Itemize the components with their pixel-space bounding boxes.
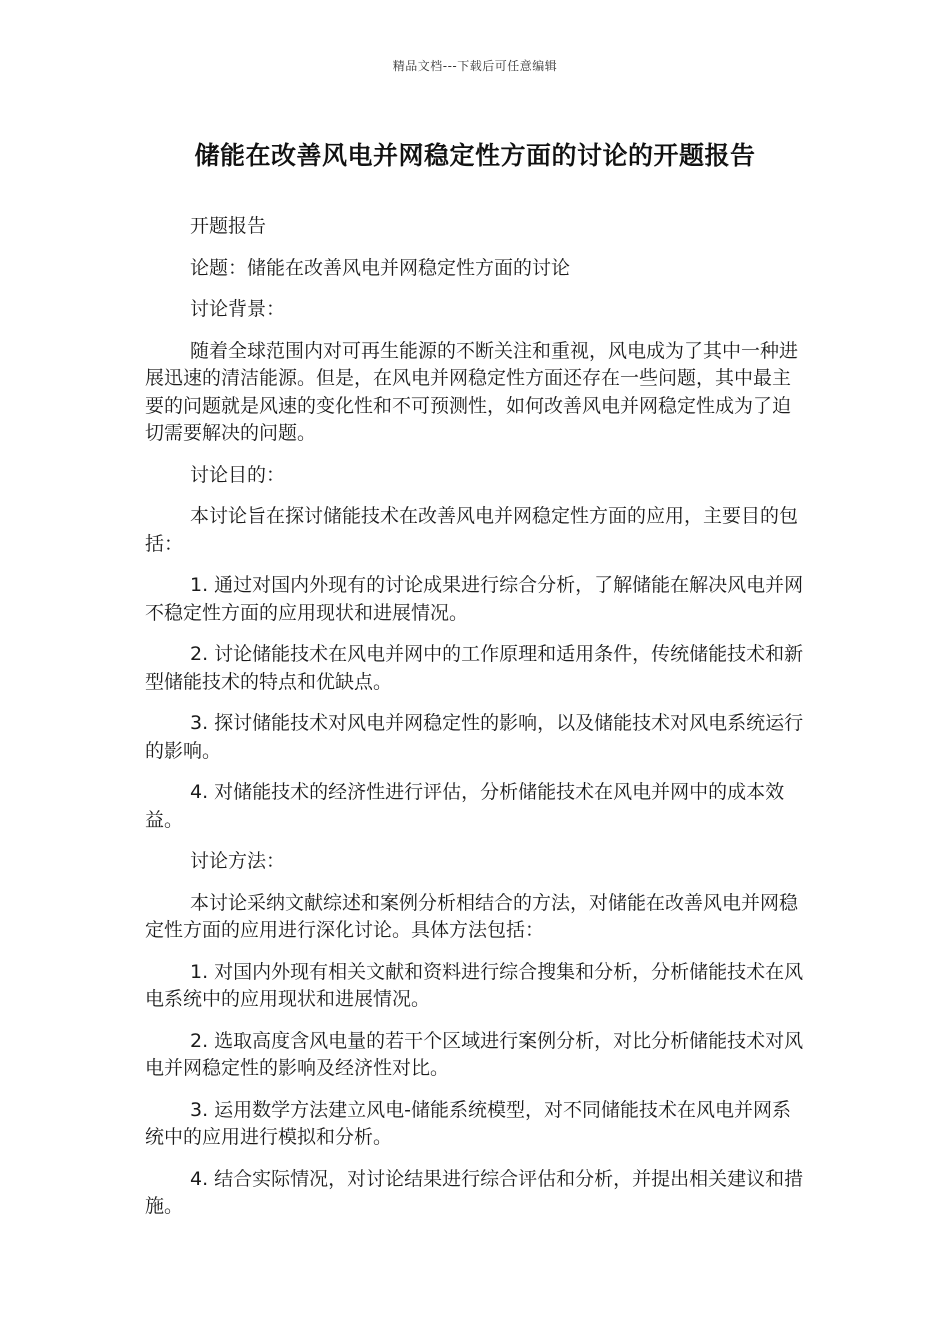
list-item-purpose-3: 3. 探讨储能技术对风电并网稳定性的影响，以及储能技术对风电系统运行的影响。	[145, 712, 804, 762]
section-heading-method: 讨论方法：	[190, 850, 286, 872]
list-item-method-4: 4. 结合实际情况，对讨论结果进行综合评估和分析，并提出相关建议和措施。	[145, 1167, 804, 1217]
list-item-method-2: 2. 选取高度含风电量的若干个区域进行案例分析，对比分析储能技术对风电并网稳定性的影响及经济性对比。	[145, 1029, 804, 1079]
section-heading-purpose: 讨论目的：	[190, 463, 286, 486]
list-item-method-1: 1. 对国内外现有相关文献和资料进行综合搜集和分析，分析储能技术在风电系统中的应用现状和进展情况。	[145, 960, 804, 1010]
section-heading-background: 讨论背景：	[190, 298, 286, 320]
list-item-purpose-4: 4. 对储能技术的经济性进行评估，分析储能技术在风电并网中的成本效益。	[145, 781, 785, 831]
list-item-purpose-1: 1. 通过对国内外现有的讨论成果进行综合分析，了解储能在解决风电并网不稳定性方面的应用现状和进展情况。	[145, 574, 804, 624]
paragraph-method-intro: 本讨论采纳文献综述和案例分析相结合的方法，对储能在改善风电并网稳定性方面的应用进行深化讨论。具体方法包括：	[145, 891, 799, 941]
list-item-purpose-2: 2. 讨论储能技术在风电并网中的工作原理和适用条件，传统储能技术和新型储能技术的特点和优缺点。	[145, 643, 804, 693]
paragraph-purpose-intro: 本讨论旨在探讨储能技术在改善风电并网稳定性方面的应用，主要目的包括：	[145, 505, 799, 555]
page-header: 精品文档---下载后可任意编辑	[392, 59, 558, 73]
document-body	[145, 213, 805, 1235]
paragraph-background: 随着全球范围内对可再生能源的不断关注和重视，风电成为了其中一种进展迅速的清洁能源。但是，在风电并网稳定性方面还存在一些问题，其中最主要的问题就是风速的变化性和不可预测性，如何改善风电并网稳定性成为了迫切需要解决的问题。	[145, 339, 799, 444]
list-item-method-3: 3. 运用数学方法建立风电-储能系统模型，对不同储能技术在风电并网系统中的应用进行模拟和分析。	[145, 1098, 792, 1148]
paragraph-report-label: 开题报告	[190, 215, 267, 237]
document-title: 储能在改善风电并网稳定性方面的讨论的开题报告	[194, 141, 756, 170]
paragraph-topic: 论题：储能在改善风电并网稳定性方面的讨论	[190, 256, 571, 279]
